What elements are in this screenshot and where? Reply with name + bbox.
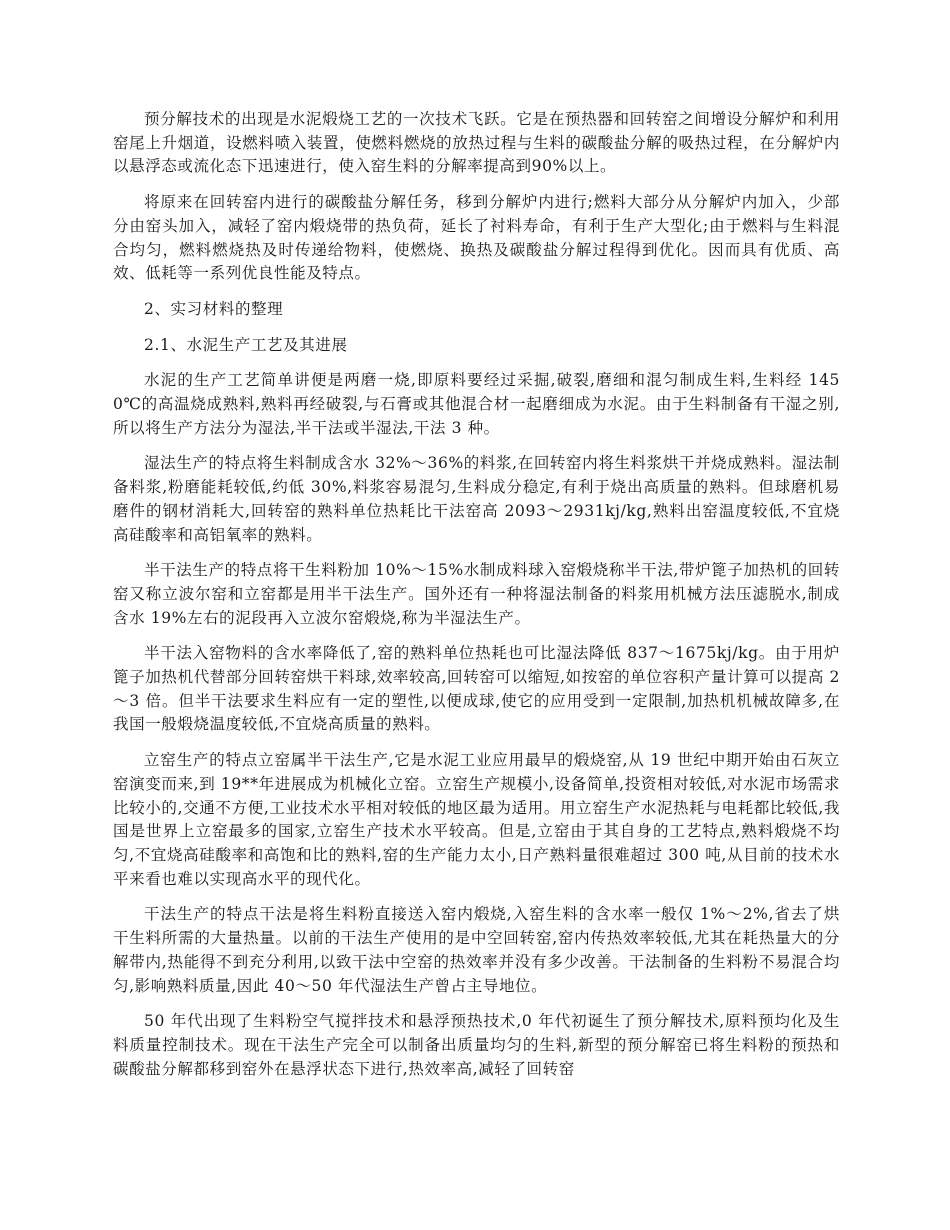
paragraph: 立窑生产的特点立窑属半干法生产,它是水泥工业应用最早的煅烧窑,从 19 世纪中期开始由石灰立窑演变而来,到 19**年进展成为机械化立窑。立窑生产规模小,设备简单,投资相对较低,对水泥市场需求比较小的,交通不方便,工业技术水平相对较低的地区最为适用。用立窑生产水泥热耗与电耗都比较低,我国是世界上立窑最多的国家,立窑生产技术水平较高。但是,立窑由于其自身的工艺特点,熟料煅烧不均匀,不宜烧高硅酸率和高饱和比的熟料,窑的生产能力太小,日产熟料量很难超过 300 吨,从目前的技术水平来看也难以实现高水平的现代化。: [113, 751, 840, 888]
paragraph: 半干法入窑物料的含水率降低了,窑的熟料单位热耗也可比湿法降低 837～1675kj/kg。由于用炉篦子加热机代替部分回转窑烘干料球,效率较高,回转窑可以缩短,如按窑的单位容积产量计算可以提高 2～3 倍。但半干法要求生料应有一定的塑性,以便成球,使它的应用受到一定限制,加热机机械故障多,在我国一般煅烧温度较低,不宜烧高质量的熟料。: [113, 644, 840, 734]
paragraph: 水泥的生产工艺简单讲便是两磨一烧,即原料要经过采掘,破裂,磨细和混匀制成生料,生料经 1450℃的高温烧成熟料,熟料再经破裂,与石膏或其他混合材一起磨细成为水泥。由于生料制备有干湿之别,所以将生产方法分为湿法,半干法或半湿法,干法 3 种。: [113, 371, 840, 437]
paragraph: 半干法生产的特点将干生料粉加 10%～15%水制成料球入窑煅烧称半干法,带炉篦子加热机的回转窑又称立波尔窑和立窑都是用半干法生产。国外还有一种将湿法制备的料浆用机械方法压滤脱水,制成含水 19%左右的泥段再入立波尔窑煅烧,称为半湿法生产。: [113, 561, 840, 627]
section-heading: 2、实习材料的整理: [144, 299, 284, 318]
paragraph: 预分解技术的出现是水泥煅烧工艺的一次技术飞跃。它是在预热器和回转窑之间增设分解炉和利用窑尾上升烟道，设燃料喷入装置，使燃料燃烧的放热过程与生料的碳酸盐分解的吸热过程，在分解炉内以悬浮态或流化态下迅速进行，使入窑生料的分解率提高到90%以上。: [113, 110, 840, 176]
document-page: [113, 108, 840, 1093]
paragraph: 将原来在回转窑内进行的碳酸盐分解任务，移到分解炉内进行;燃料大部分从分解炉内加入，少部分由窑头加入，减轻了窑内煅烧带的热负荷，延长了衬料寿命，有利于生产大型化;由于燃料与生料混合均匀，燃料燃烧热及时传递给物料，使燃烧、换热及碳酸盐分解过程得到优化。因而具有优质、高效、低耗等一系列优良性能及特点。: [113, 193, 840, 283]
paragraph: 湿法生产的特点将生料制成含水 32%～36%的料浆,在回转窑内将生料浆烘干并烧成熟料。湿法制备料浆,粉磨能耗较低,约低 30%,料浆容易混匀,生料成分稳定,有利于烧出高质量的熟料。但球磨机易磨件的钢材消耗大,回转窑的熟料单位热耗比干法窑高 2093～2931kj/kg,熟料出窑温度较低,不宜烧高硅酸率和高铝氧率的熟料。: [113, 454, 840, 544]
paragraph: 50 年代出现了生料粉空气搅拌技术和悬浮预热技术,0 年代初诞生了预分解技术,原料预均化及生料质量控制技术。现在干法生产完全可以制备出质量均匀的生料,新型的预分解窑已将生料粉的预热和碳酸盐分解都移到窑外在悬浮状态下进行,热效率高,减轻了回转窑: [113, 1012, 840, 1078]
subsection-heading: 2.1、水泥生产工艺及其进展: [144, 335, 348, 354]
paragraph: 干法生产的特点干法是将生料粉直接送入窑内煅烧,入窑生料的含水率一般仅 1%～2%,省去了烘干生料所需的大量热量。以前的干法生产使用的是中空回转窑,窑内传热效率较低,尤其在耗热量大的分解带内,热能得不到充分利用,以致干法中空窑的热效率并没有多少改善。干法制备的生料粉不易混合均匀,影响熟料质量,因此 40～50 年代湿法生产曾占主导地位。: [113, 905, 840, 995]
